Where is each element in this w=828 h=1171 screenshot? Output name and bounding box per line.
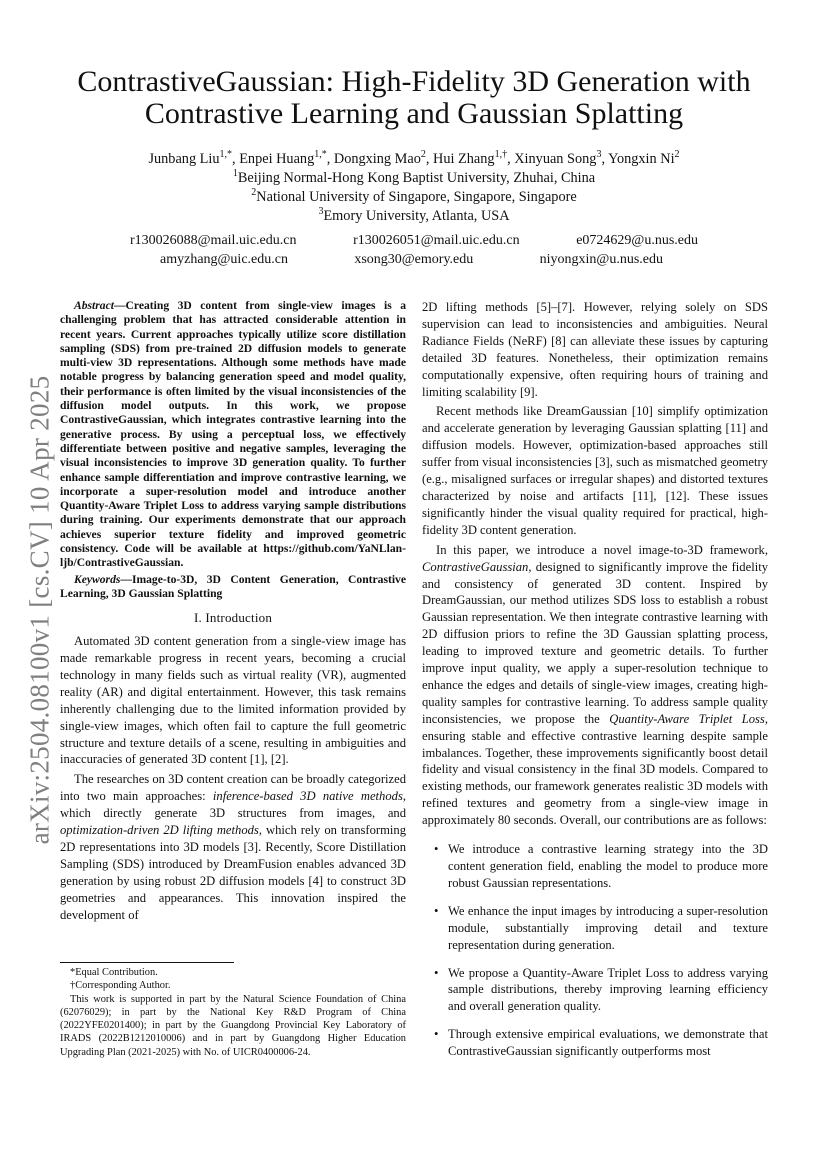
author-sup: 3 (596, 149, 602, 161)
footnote-rule (60, 962, 234, 963)
keywords-label: Keywords (74, 572, 121, 586)
emphasis: optimization-driven 2D lifting methods (60, 823, 259, 838)
title-line-1: ContrastiveGaussian: High-Fidelity 3D Generation with (77, 65, 751, 98)
text-run: , ensuring stable and effective contrastive learning despite sample imbalances. Together, these improvements significantly boost detail fidelity and visual consistency in the final 3D models. Compared to existing methods, our framework generates realistic 3D models with refined textures and geometry from a single-view image in approximately 80 seconds. Overall, our contributions are as follows: (422, 711, 768, 828)
affiliation-3 (60, 207, 768, 226)
author-sup: 1,* (219, 149, 233, 161)
title-line-2: Contrastive Learning and Gaussian Splatting (144, 97, 684, 130)
keywords (60, 573, 406, 602)
list-item: • We enhance the input images by introducing a super-resolution module, substantially improving detail and texture representation during generation. (422, 903, 768, 954)
affiliation-sup: 3 (318, 206, 324, 218)
affiliation-text: Beijing Normal-Hong Kong Baptist University, Zhuhai, China (237, 170, 596, 186)
text-run: , designed to significantly improve the fidelity and consistency of generated 3D content. Inspired by DreamGaussian, our method utilizes SDS loss to establish a robust Gaussian representation. We then integrate contrastive learning with 2D diffusion priors to refine the 3D Gaussian splatting process, leading to improved texture and geometric details. To further improve input quality, we apply a super-resolution technique to enhance the edges and details of single-view images, creating high-quality samples for contrastive learning. To address sample quality inconsistencies, we propose the (422, 559, 768, 726)
paper-title (60, 66, 768, 130)
right-paragraph-2: Recent methods like DreamGaussian [10] simplify optimization and accelerate generation by leveraging Gaussian splatting [11] and diffusion models. However, optimization-based approaches still suffer from visual inconsistencies [3], such as mismatched geometry (e.g., misaligned surfaces or irregular shapes) and distorted textures characterized by noise and artifacts [11], [12]. These issues significantly hinder the visual quality required for practical, high-fidelity 3D content generation. (422, 404, 768, 537)
affiliation-text: Emory University, Atlanta, USA (323, 208, 510, 224)
contribution-list (422, 841, 768, 1060)
section-heading: I. Introduction (193, 610, 273, 626)
affiliation-sup: 2 (251, 187, 257, 199)
email: amyzhang@uic.edu.cn (160, 252, 288, 267)
affiliation-text: National University of Singapore, Singapore, Singapore (256, 189, 577, 205)
footnote: *Equal Contribution. (70, 967, 158, 978)
list-item: • We propose a Quantity-Aware Triplet Loss to address varying sample distributions, thereby improving learning efficiency and overall generation quality. (422, 965, 768, 1016)
keywords-text: —Image-to-3D, 3D Content Generation, Contrastive Learning, 3D Gaussian Splatting (60, 572, 406, 600)
email: r130026088@mail.uic.edu.cn (130, 233, 297, 248)
email-row (60, 250, 768, 269)
footnote: †Corresponding Author. (70, 980, 171, 992)
author-block (60, 150, 768, 226)
affiliation-1 (60, 169, 768, 188)
affiliation-sup: 1 (232, 168, 238, 180)
list-item: • We introduce a contrastive learning strategy into the 3D content generation field, enabling the model to produce more robust Gaussian representations. (422, 841, 768, 892)
author-name: Yongxin Ni (608, 151, 675, 167)
abstract-text: —Creating 3D content from single-view images is a challenging problem that has attracted considerable attention in recent years. Current approaches typically utilize score distillation sampling (SDS) from pre-trained 2D diffusion models to generate multi-view 3D representations. Although some methods have made notable progress by balancing generation speed and model quality, their performance is often limited by the visual inconsistencies of the diffusion model outputs. In this work, we propose ContrastiveGaussian, which integrates contrastive learning into the generative process. By using a perceptual loss, we effectively differentiate between positive and negative samples, leveraging the visual inconsistencies to improve 3D generation quality. To further enhance sample differentiation and improve contrastive learning, we incorporate a super-resolution model and introduce another Quantity-Aware Triplet Loss to address varying sample distributions during training. Our experiments demonstrate that our approach achieves superior texture fidelity and improved geometric consistency. Code will be available at https://github.com/YaNLlan-ljb/ContrastiveGaussian. (60, 299, 406, 570)
right-paragraph-1: 2D lifting methods [5]–[7]. However, relying solely on SDS supervision can lead to inconsistencies and ambiguities. Neural Radiance Fields (NeRF) [8] can alleviate these issues by capturing detailed 3D features. Nonetheless, their optimization remains computationally expensive, often requiring hours of training and limiting scalability [9]. (422, 300, 768, 399)
author-name: Xinyuan Song (514, 151, 597, 167)
intro-paragraph-2 (60, 771, 406, 923)
text-run: In this paper, we introduce a novel image-to-3D framework, (436, 542, 768, 557)
author-name: Enpei Huang (239, 151, 315, 167)
author-list: Junbang Liu$^{1,*}$, Enpei Huang$^{1,*}$, Dongxing Mao$^2$, Hui Zhang$^{1,\dagger}$, Xinyuan Song$^3$, Yongxin Ni$^2$ (148, 149, 680, 167)
email-row (60, 231, 768, 250)
list-item: • Through extensive empirical evaluations, we demonstrate that ContrastiveGaussian significantly outperforms most (422, 1026, 768, 1060)
arxiv-id: arXiv:2504.08100v1 [cs.CV] 10 Apr 2025 (24, 375, 55, 845)
email: e0724629@u.nus.edu (576, 233, 698, 248)
footnotes (60, 962, 406, 1059)
arxiv-sidebar-stamp (20, 360, 60, 860)
email: xsong30@emory.edu (354, 252, 474, 267)
author-name: Dongxing Mao (333, 151, 421, 167)
author-name: Junbang Liu (148, 151, 220, 167)
right-column (422, 299, 768, 1071)
abstract (60, 299, 406, 571)
emphasis: ContrastiveGaussian (422, 559, 529, 574)
text-run: The researches on 3D content creation can be broadly categorized into two main approaches: (60, 772, 406, 804)
author-name: Hui Zhang (433, 151, 495, 167)
footnote: This work is supported in part by the Natural Science Foundation of China (62076029); in part by the National Key R&D Program of China (2022YFE0201400); in part by the Guangdong Provincial Key Laboratory of IRADS (2022B1212010006) and in part by Guangdong Higher Education Upgrading Plan (2021-2025) with No. of UICR0400006-24. (60, 993, 406, 1058)
emphasis: Quantity-Aware Triplet Loss (609, 711, 765, 726)
author-sup: 2 (420, 149, 426, 161)
intro-paragraph-1: Automated 3D content generation from a single-view image has made remarkable progress in recent years, becoming a crucial technology in many fields such as virtual reality (VR), augmented reality (AR) and digital entertainment. However, this task remains inherently challenging due to the limited information provided by single-view images, which often fail to capture the full geometric structure and texture details of a scene, resulting in ambiguities and inaccuracies of generated 3D content [1], [2]. (60, 634, 406, 767)
text-run: , which rely on transforming 2D representations into 3D models [3]. Recently, Score Distillation Sampling (SDS) introduced by DreamFusion enables advanced 3D generation by using robust 2D diffusion models [4] to construct 3D geometries and appearances. This innovation inspired the development of (60, 823, 407, 922)
author-sup: 1,† (494, 149, 508, 161)
affiliation-2 (60, 188, 768, 207)
right-paragraph-3 (422, 542, 768, 829)
author-sup: 1,* (314, 149, 327, 161)
email: niyongxin@u.nus.edu (539, 252, 663, 267)
emphasis: inference-based 3D native methods (212, 789, 403, 804)
author-sup: 2 (674, 149, 680, 161)
text-run: , which directly generate 3D structures from images, and (60, 789, 407, 821)
email-block (60, 231, 768, 269)
abstract-label: Abstract (74, 299, 114, 312)
email: r130026051@mail.uic.edu.cn (353, 233, 520, 248)
left-column (60, 299, 406, 924)
